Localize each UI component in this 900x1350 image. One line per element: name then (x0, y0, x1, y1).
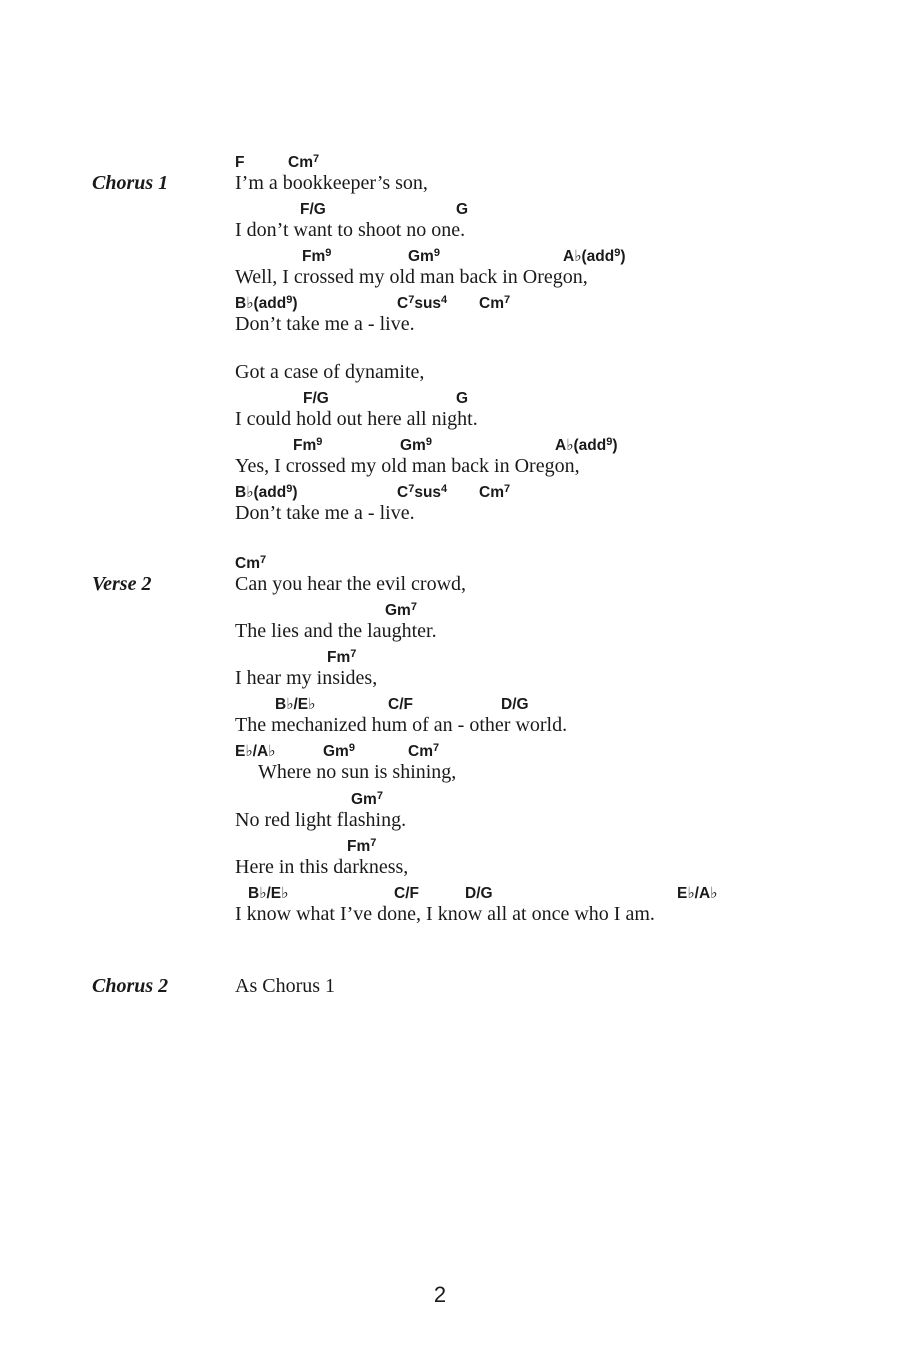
chord-symbol: Cm$^7$ (235, 554, 267, 572)
chord-symbol: E♭/A♭ (677, 885, 718, 902)
chord-symbol: A♭(add$^9$) (563, 247, 626, 265)
chord-symbol: Cm$^7$ (288, 153, 320, 171)
chord-symbol: Fm$^7$ (327, 648, 357, 666)
lyric-line: I could hold out here all night. (235, 408, 478, 430)
chord-symbol: B♭/E♭ (275, 696, 316, 713)
chord-symbol: D/G (501, 696, 529, 713)
lyric-line: Well, I crossed my old man back in Oregon, (235, 266, 588, 288)
lyric-line: I don’t want to shoot no one. (235, 219, 466, 241)
chord-symbol: Gm$^7$ (385, 601, 417, 619)
lyric-line: I know what I’ve done, I know all at once who I am. (235, 903, 655, 925)
chord-symbol: Cm$^7$ (479, 294, 511, 312)
chord-symbol: G (456, 201, 469, 218)
chord-symbol: C/F (388, 696, 413, 713)
chord-symbol: Gm$^7$ (351, 790, 383, 808)
lyric-line: Don’t take me a - live. (235, 313, 415, 335)
chord-symbol: F/G (303, 390, 329, 407)
section-label-verse2: Verse 2 (92, 573, 152, 595)
chord-symbol: Fm$^9$ (293, 436, 323, 454)
chord-symbol: F/G (300, 201, 326, 218)
chord-symbol: D/G (465, 885, 493, 902)
chord-symbol: B♭(add$^9$) (235, 483, 298, 501)
lyric-line: The lies and the laughter. (235, 620, 437, 642)
chord-symbol: Gm$^9$ (323, 742, 355, 760)
lyric-line: Yes, I crossed my old man back in Oregon, (235, 455, 580, 477)
chord-symbol: E♭/A♭ (235, 743, 276, 760)
chord-symbol: B♭(add$^9$) (235, 294, 298, 312)
chord-symbol: Cm$^7$ (408, 742, 440, 760)
chord-symbol: Fm$^9$ (302, 247, 332, 265)
section-label-chorus2: Chorus 2 (92, 975, 169, 997)
chord-symbol: A♭(add$^9$) (555, 436, 618, 454)
lyric-line: Got a case of dynamite, (235, 361, 425, 383)
chorus2-instruction: As Chorus 1 (235, 975, 336, 997)
chord-symbol: Gm$^9$ (400, 436, 432, 454)
chord-symbol: Cm$^7$ (479, 483, 511, 501)
chord-symbol: Gm$^9$ (408, 247, 440, 265)
page-number: 2 (433, 1282, 447, 1307)
chord-symbol: $C^7sus^4$ (397, 294, 448, 312)
chord-symbol: Fm$^7$ (347, 837, 377, 855)
lyric-line: No red light flashing. (235, 809, 407, 831)
chord-symbol: G (456, 390, 469, 407)
lyric-line: Don’t take me a - live. (235, 502, 415, 524)
lyric-line: Can you hear the evil crowd, (235, 573, 467, 595)
chord-symbol: C/F (394, 885, 419, 902)
chord-symbol: B♭/E♭ (248, 885, 289, 902)
lyric-line: I hear my insides, (235, 667, 378, 689)
section-label-chorus1: Chorus 1 (92, 172, 169, 194)
lyric-line: The mechanized hum of an - other world. (235, 714, 568, 736)
chord-symbol: F (235, 154, 245, 171)
lyric-line: Here in this darkness, (235, 856, 409, 878)
lyric-line: Where no sun is shining, (258, 761, 457, 783)
lyric-line: I’m a bookkeeper’s son, (235, 172, 428, 194)
chord-symbol: $C^7sus^4$ (397, 483, 448, 501)
